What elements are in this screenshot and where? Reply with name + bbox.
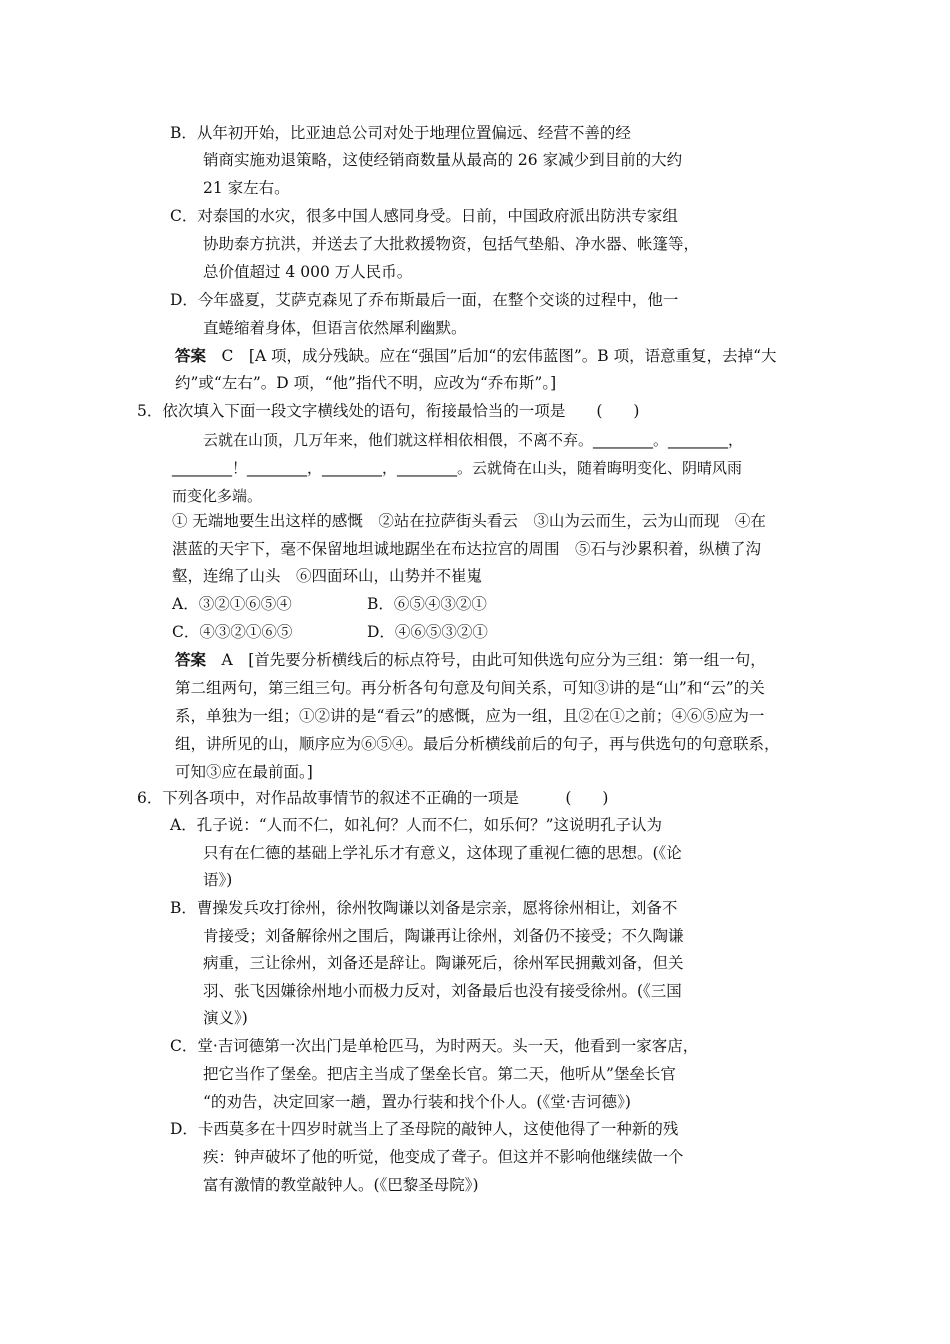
q4-option-c-line-3: 总价值超过 4 000 万人民币。 [203, 263, 413, 281]
q5-answer-text-1: A [首先要分析横线后的标点符号，由此可知供选句应分为三组：第一组一句， [221, 651, 766, 669]
q5-option-c: C．④③②①⑥⑤ [172, 623, 293, 641]
q6-option-c-line-2: 把它当作了堡垒。把店主当成了堡垒长官。第二天，他听从”堡垒长官 [203, 1065, 676, 1083]
q6-option-c-line-1: C．堂·吉诃德第一次出门是单枪匹马，为时两天。头一天，他看到一家客店， [170, 1037, 699, 1055]
q6-option-c-line-3: “的劝告，决定回家一趟，置办行装和找个仆人。(《堂·吉诃德》) [203, 1093, 631, 1111]
q5-answer-line-5: 可知③应在最前面。] [175, 763, 313, 781]
q5-passage-line-2: ________！________，________，________。云就倚在山头，随着晦明变化、阴晴风雨 [172, 459, 743, 477]
q5-passage-line-1: 云就在山顶，几万年来，他们就这样相依相偎，不离不弃。________。________， [203, 431, 744, 449]
q5-answer-line-3: 系，单独为一组；①②讲的是“看云”的感慨，应为一组，且②在①之前；④⑥⑤应为一 [175, 707, 765, 725]
q4-answer-line-1 [175, 346, 777, 366]
q4-answer-text-1: C [A 项，成分残缺。应在“强国”后加“的宏伟蓝图”。B 项，语意重复，去掉“大 [221, 347, 777, 365]
q5-answer-line-2: 第二组两句，第三组三句。再分析各句句意及句间关系，可知③讲的是“山”和“云”的关 [175, 679, 765, 697]
q6-option-a-line-1: A．孔子说：“人而不仁，如礼何？人而不仁，如乐何？”这说明孔子认为 [170, 816, 663, 834]
q6-option-b-line-3: 病重，三让徐州，刘备还是辞让。陶谦死后，徐州军民拥戴刘备，但关 [203, 954, 684, 972]
q5-sentences-line-3: 壑，连绵了山头 ⑥四面环山，山势并不崔嵬 [172, 567, 483, 585]
q4-option-d-line-2: 直蜷缩着身体，但语言依然犀利幽默。 [203, 319, 467, 337]
q6-option-b-line-5: 演义》) [203, 1009, 248, 1027]
q5-option-b: B．⑥⑤④③②① [367, 595, 487, 613]
q5-answer-line-1 [175, 650, 766, 670]
q5-answer-line-4: 组，讲所见的山，顺序应为⑥⑤④。最后分析横线前后的句子，再与供选句的句意联系， [175, 735, 780, 753]
q6-option-b-line-2: 肯接受；刘备解徐州之围后，陶谦再让徐州，刘备仍不接受；不久陶谦 [203, 927, 684, 945]
q5-stem: 5．依次填入下面一段文字横线处的语句，衔接最恰当的一项是 ( ) [137, 402, 640, 420]
q6-option-b-line-4: 羽、张飞因嫌徐州地小而极力反对，刘备最后也没有接受徐州。(《三国 [203, 982, 682, 1000]
q6-option-a-line-2: 只有在仁德的基础上学礼乐才有意义，这体现了重视仁德的思想。(《论 [203, 844, 682, 862]
q4-option-d-line-1: D．今年盛夏，艾萨克森见了乔布斯最后一面，在整个交谈的过程中，他一 [170, 291, 679, 309]
q6-option-d-line-2: 疾：钟声破坏了他的听觉，他变成了聋子。但这并不影响他继续做一个 [203, 1148, 684, 1166]
q4-answer-label: 答案 [175, 346, 207, 365]
q5-option-a: A．③②①⑥⑤④ [172, 595, 292, 613]
q4-option-c-line-1: C．对泰国的水灾，很多中国人感同身受。日前，中国政府派出防洪专家组 [170, 207, 678, 225]
q5-sentences-line-1: ① 无端地要生出这样的感慨 ②站在拉萨街头看云 ③山为云而生，云为山而现 ④在 [172, 512, 766, 530]
q6-option-d-line-1: D．卡西莫多在十四岁时就当上了圣母院的敲钟人，这使他得了一种新的残 [170, 1120, 679, 1138]
q4-option-c-line-2: 协助泰方抗洪，并送去了大批救援物资，包括气垫船、净水器、帐篷等， [203, 235, 700, 253]
q5-sentences-line-2: 湛蓝的天宇下，毫不保留地坦诚地踞坐在布达拉宫的周围 ⑤石与沙累积着，纵横了沟 [172, 540, 762, 558]
q4-option-b-line-1: B．从年初开始，比亚迪总公司对处于地理位置偏远、经营不善的经 [170, 124, 631, 142]
q4-option-b-line-2: 销商实施劝退策略，这使经销商数量从最高的 26 家减少到目前的大约 [203, 151, 683, 169]
q5-passage-line-3: 而变化多端。 [172, 487, 263, 505]
q6-stem: 6．下列各项中，对作品故事情节的叙述不正确的一项是 ( ) [137, 789, 609, 807]
q6-option-a-line-3: 语》) [203, 871, 233, 889]
q4-answer-line-2: 约”或“左右”。D 项，“他”指代不明，应改为“乔布斯”。] [175, 374, 557, 392]
q5-answer-label: 答案 [175, 650, 207, 669]
q5-option-d: D．④⑥⑤③②① [367, 623, 488, 641]
q4-option-b-line-3: 21 家左右。 [203, 179, 290, 197]
q6-option-d-line-3: 富有激情的教堂敲钟人。(《巴黎圣母院》) [203, 1176, 479, 1194]
q6-option-b-line-1: B．曹操发兵攻打徐州，徐州牧陶谦以刘备是宗亲，愿将徐州相让，刘备不 [170, 899, 678, 917]
